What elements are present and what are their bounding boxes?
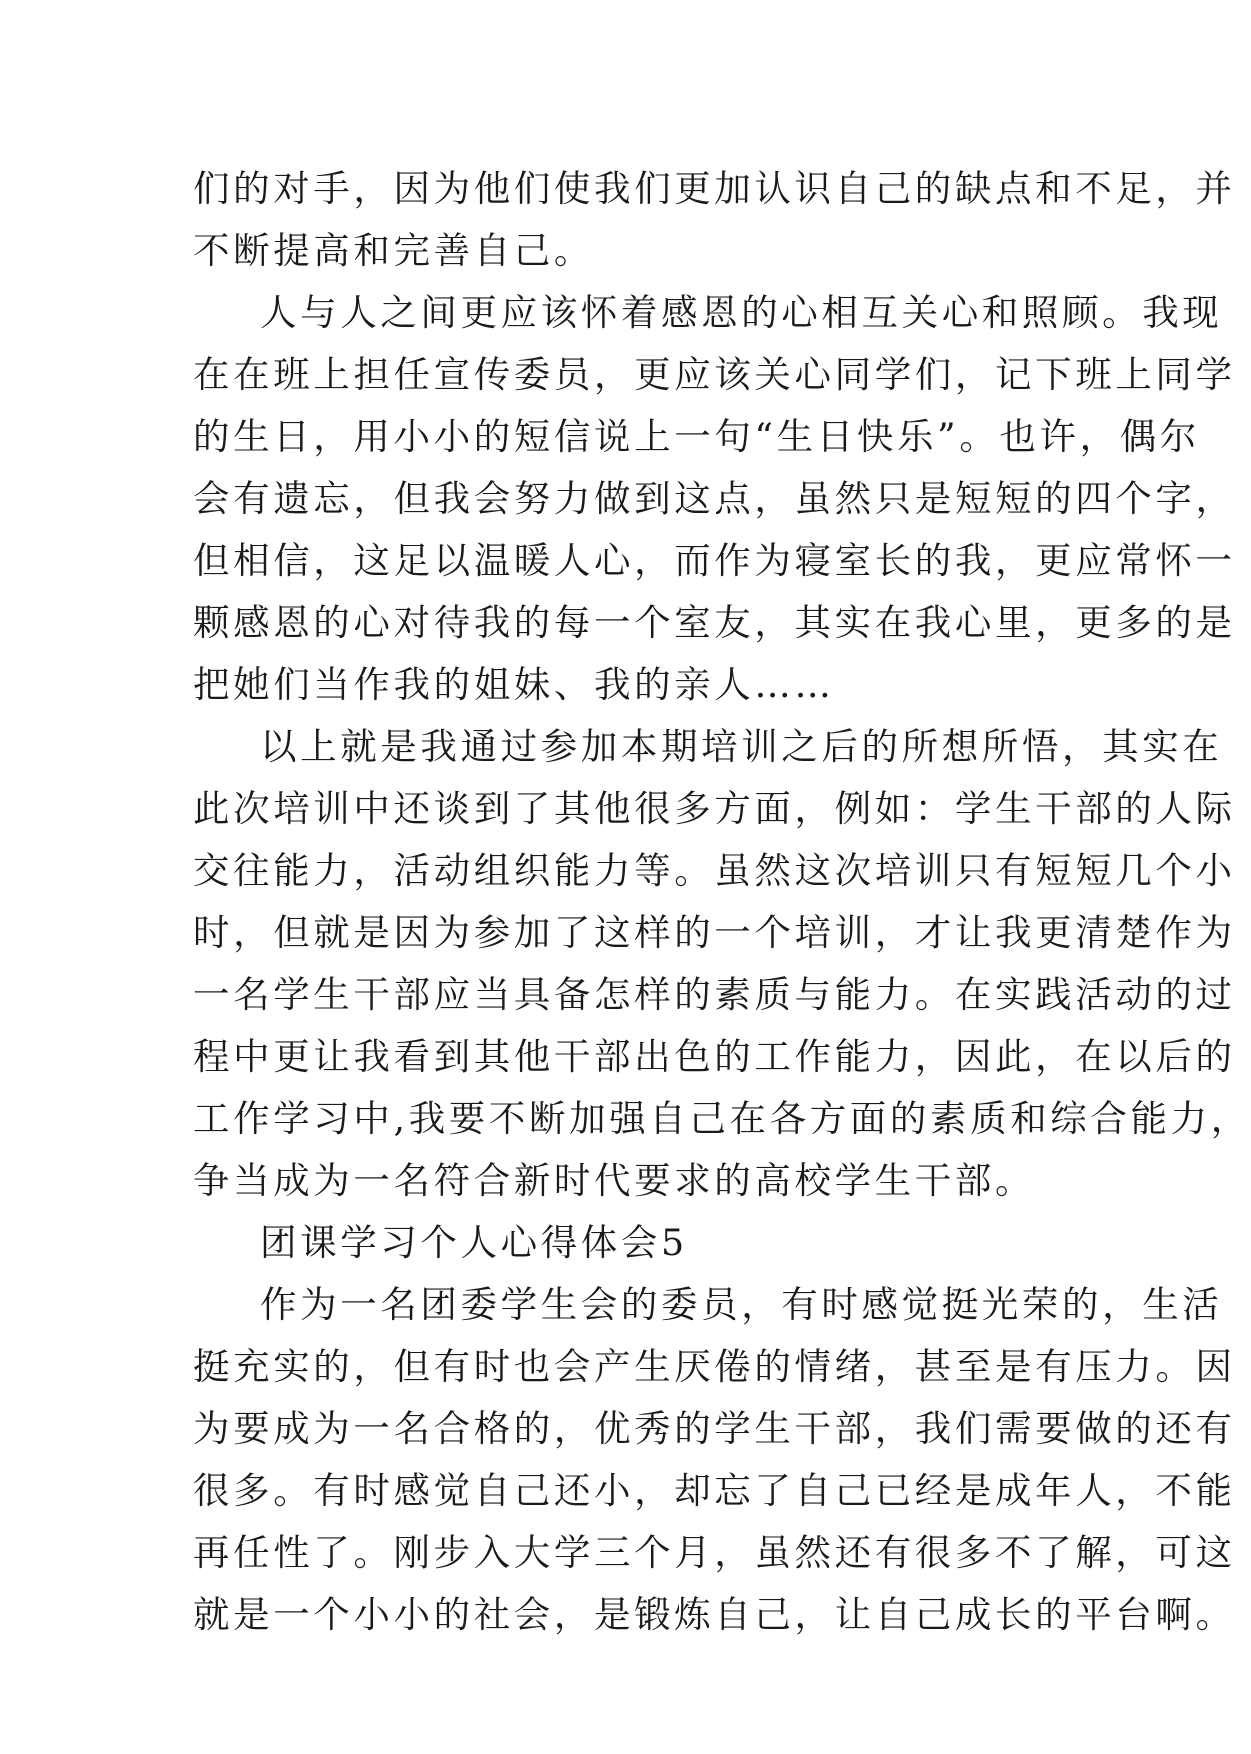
text-line: 人与人之间更应该怀着感恩的心相互关心和照顾。我现 [260, 291, 1223, 334]
text-line: 再任性了。刚步入大学三个月，虽然还有很多不了解，可这 [193, 1531, 1236, 1574]
text-line: 会有遗忘，但我会努力做到这点，虽然只是短短的四个字， [193, 477, 1236, 520]
text-line: 一名学生干部应当具备怎样的素质与能力。在实践活动的过 [193, 973, 1236, 1016]
text-line: 把她们当作我的姐妹、我的亲人…… [193, 663, 835, 706]
text-line: 为要成为一名合格的，优秀的学生干部，我们需要做的还有 [193, 1407, 1236, 1450]
text-line: 以上就是我通过参加本期培训之后的所想所悟，其实在 [260, 725, 1223, 768]
text-line: 在在班上担任宣传委员，更应该关心同学们，记下班上同学 [193, 353, 1236, 396]
text-line: 作为一名团委学生会的委员，有时感觉挺光荣的，生活 [260, 1283, 1223, 1326]
text-line: 不断提高和完善自己。 [193, 229, 594, 272]
text-line: 但相信，这足以温暖人心，而作为寝室长的我，更应常怀一 [193, 539, 1236, 582]
text-line: 很多。有时感觉自己还小，却忘了自己已经是成年人，不能 [193, 1469, 1236, 1512]
text-line: 就是一个小小的社会，是锻炼自己，让自己成长的平台啊。 [193, 1593, 1236, 1636]
text-line: 们的对手，因为他们使我们更加认识自己的缺点和不足，并 [193, 167, 1236, 210]
text-line: 此次培训中还谈到了其他很多方面，例如：学生干部的人际 [193, 787, 1236, 830]
text-line: 颗感恩的心对待我的每一个室友，其实在我心里，更多的是 [193, 601, 1236, 644]
text-line: 挺充实的，但有时也会产生厌倦的情绪，甚至是有压力。因 [193, 1345, 1236, 1388]
text-line: 争当成为一名符合新时代要求的高校学生干部。 [193, 1159, 1036, 1202]
text-line: 程中更让我看到其他干部出色的工作能力，因此，在以后的 [193, 1035, 1236, 1078]
text-line: 团课学习个人心得体会5 [260, 1221, 688, 1264]
text-line: 的生日，用小小的短信说上一句“生日快乐”。也许，偶尔 [193, 415, 1200, 458]
document-body [193, 158, 1251, 1646]
text-line: 交往能力，活动组织能力等。虽然这次培训只有短短几个小 [193, 849, 1236, 892]
text-line: 时，但就是因为参加了这样的一个培训，才让我更清楚作为 [193, 911, 1236, 954]
text-line: 工作学习中,我要不断加强自己在各方面的素质和综合能力， [193, 1097, 1251, 1140]
